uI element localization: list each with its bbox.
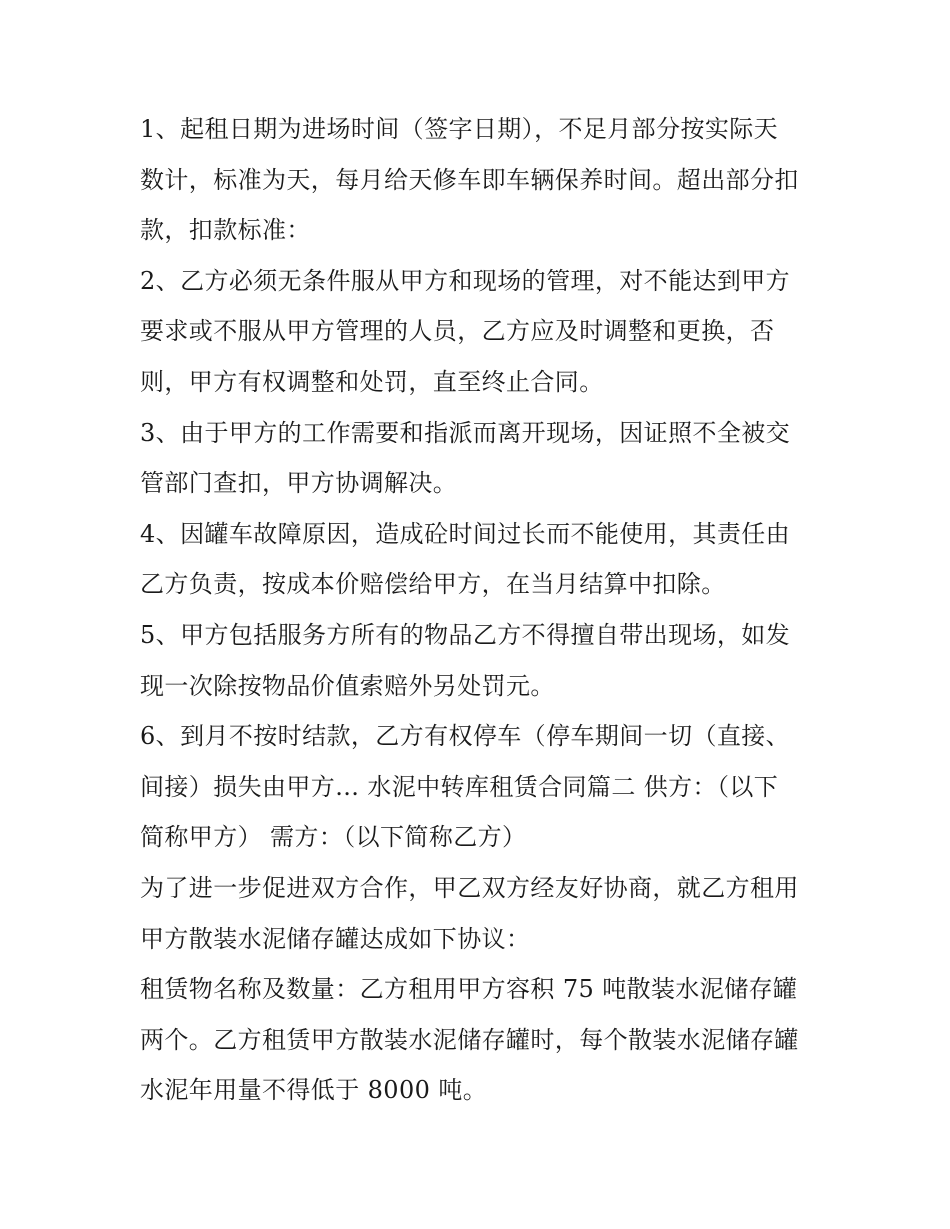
text-line: 水泥年用量不得低于 8000 吨。 <box>140 1076 488 1105</box>
text-line: 4、因罐车故障原因，造成砼时间过长而不能使用，其责任由 <box>140 519 791 548</box>
text-line: 租赁物名称及数量：乙方租用甲方容积 75 吨散装水泥储存罐 <box>140 975 798 1004</box>
text-line: 数计，标准为天，每月给天修车即车辆保养时间。超出部分扣 <box>140 165 799 194</box>
text-line: 间接）损失由甲方... 水泥中转库租赁合同篇二 供方：（以下 <box>140 772 779 801</box>
text-line: 要求或不服从甲方管理的人员，乙方应及时调整和更换，否 <box>140 317 775 346</box>
text-line: 6、到月不按时结款，乙方有权停车（停车期间一切（直接、 <box>140 722 791 751</box>
text-line: 管部门查扣，甲方协调解决。 <box>140 469 458 498</box>
text-line: 两个。乙方租赁甲方散装水泥储存罐时，每个散装水泥储存罐 <box>140 1025 799 1054</box>
text-line: 3、由于甲方的工作需要和指派而离开现场，因证照不全被交 <box>140 418 791 447</box>
text-line: 1、起租日期为进场时间（签字日期），不足月部分按实际天 <box>140 115 779 143</box>
text-line: 现一次除按物品价值索赔外另处罚元。 <box>140 671 555 700</box>
text-line: 甲方散装水泥储存罐达成如下协议： <box>140 924 531 953</box>
text-line: 2、乙方必须无条件服从甲方和现场的管理，对不能达到甲方 <box>140 266 791 295</box>
text-line: 简称甲方） 需方：（以下简称乙方） <box>140 823 527 852</box>
document-body <box>140 104 815 1116</box>
text-line: 则，甲方有权调整和处罚，直至终止合同。 <box>140 367 604 396</box>
text-line: 款，扣款标准： <box>140 216 311 245</box>
text-line: 为了进一步促进双方合作，甲乙双方经友好协商，就乙方租用 <box>140 873 799 902</box>
text-line: 5、甲方包括服务方所有的物品乙方不得擅自带出现场，如发 <box>140 620 791 649</box>
text-line: 乙方负责，按成本价赔偿给甲方，在当月结算中扣除。 <box>140 570 726 599</box>
